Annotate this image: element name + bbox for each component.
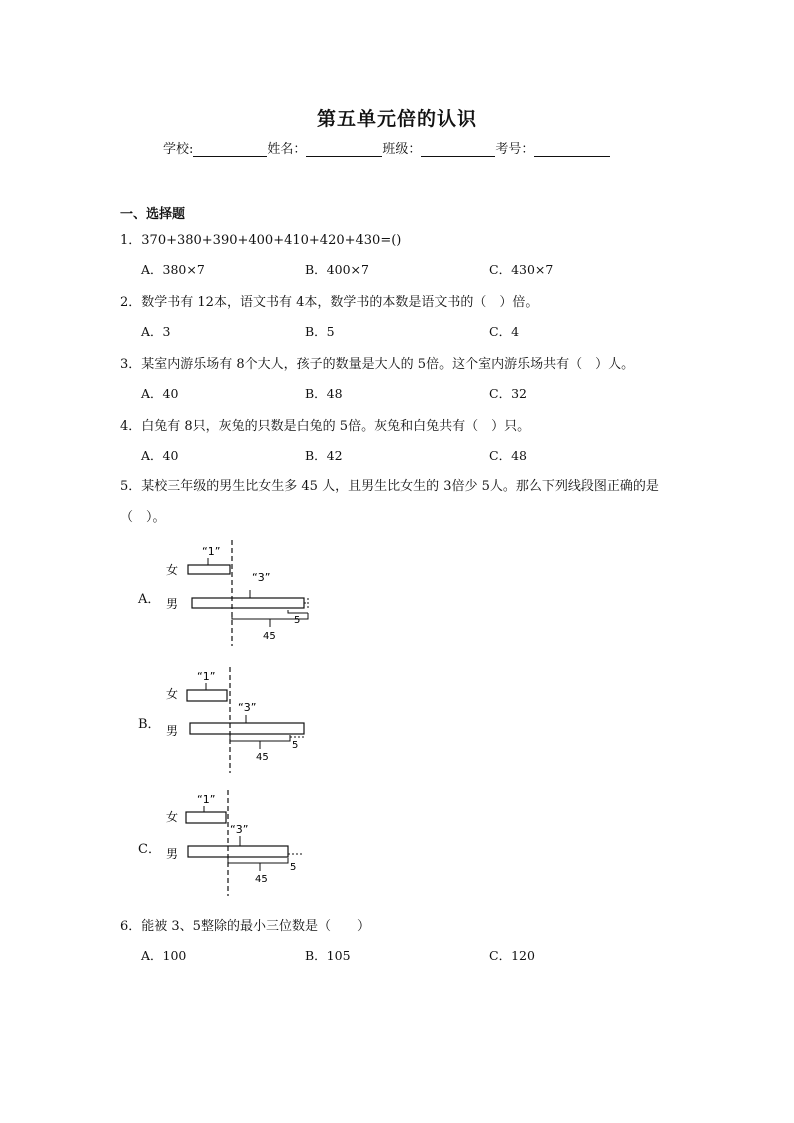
q5-option-a-label[interactable]: A． [138,592,161,607]
q6-option-a[interactable]: A．100 [141,948,187,963]
label-three: “3” [238,701,257,714]
q2-option-b[interactable]: B．5 [305,324,335,339]
label-girl: 女 [166,687,179,701]
school-label: 学校: [163,142,194,157]
question-5: 5．某校三年级的男生比女生多 45 人，且男生比女生的 3倍少 5人。那么下列线段图正确的是（ ）。 [120,479,659,525]
boy-segment [192,598,304,608]
label-three: “3” [252,571,271,584]
label-three: “3” [230,823,249,836]
name-label: 姓名： [267,142,307,157]
q6-option-b[interactable]: B．105 [305,948,351,963]
q5-option-a-diagram[interactable] [160,538,330,648]
label-fortyfive: 45 [263,631,276,642]
q1-option-c[interactable]: C．430×7 [489,262,554,277]
label-fortyfive: 45 [255,874,268,885]
girl-segment [187,690,227,701]
q4-option-b[interactable]: B．42 [305,448,343,463]
q3-option-b[interactable]: B．48 [305,386,343,401]
label-girl: 女 [166,563,179,577]
section-heading: 一、选择题 [120,207,186,222]
girl-segment [188,565,230,574]
label-boy: 男 [166,847,179,861]
label-five: 5 [292,740,299,751]
label-fortyfive: 45 [256,752,269,763]
question-4: 4．白兔有 8只，灰兔的只数是白兔的 5倍。灰兔和白兔共有（ ）只。 [120,419,531,434]
label-five: 5 [290,862,297,873]
label-one: “1” [197,670,216,683]
question-3: 3．某室内游乐场有 8个大人，孩子的数量是大人的 5倍。这个室内游乐场共有（ ）人。 [120,357,635,372]
page-title: 第五单元倍的认识 [316,108,477,130]
label-one: “1” [197,793,216,806]
question-2: 2．数学书有 12本，语文书有 4本，数学书的本数是语文书的（ ）倍。 [120,295,539,310]
number-blank[interactable] [534,141,610,157]
class-blank[interactable] [421,141,495,157]
q6-option-c[interactable]: C．120 [489,948,535,963]
question-6: 6．能被 3、5整除的最小三位数是（ ） [120,919,370,934]
boy-segment [188,846,288,857]
q1-option-b[interactable]: B．400×7 [305,262,369,277]
q4-option-a[interactable]: A．40 [141,448,179,463]
q5-option-c-diagram[interactable] [160,788,330,898]
question-1: 1．370+380+390+400+410+420+430=() [120,233,402,248]
label-boy: 男 [166,597,179,611]
school-blank[interactable] [193,141,267,157]
q5-option-b-label[interactable]: B． [138,717,161,732]
q4-option-c[interactable]: C．48 [489,448,527,463]
q5-option-b-diagram[interactable] [160,665,330,775]
q1-option-a[interactable]: A．380×7 [141,262,205,277]
label-girl: 女 [166,810,179,824]
boy-segment [190,723,304,734]
q2-option-c[interactable]: C．4 [489,324,520,339]
q5-option-c-label[interactable]: C． [138,842,161,857]
student-info-line [163,138,610,157]
label-one: “1” [202,545,221,558]
number-label: 考号： [495,142,535,157]
girl-segment [186,812,226,823]
q2-option-a[interactable]: A．3 [141,324,171,339]
q3-option-a[interactable]: A．40 [141,386,179,401]
class-label: 班级： [382,142,422,157]
q3-option-c[interactable]: C．32 [489,386,527,401]
label-five: 5 [294,615,301,626]
label-boy: 男 [166,724,179,738]
name-blank[interactable] [306,141,382,157]
